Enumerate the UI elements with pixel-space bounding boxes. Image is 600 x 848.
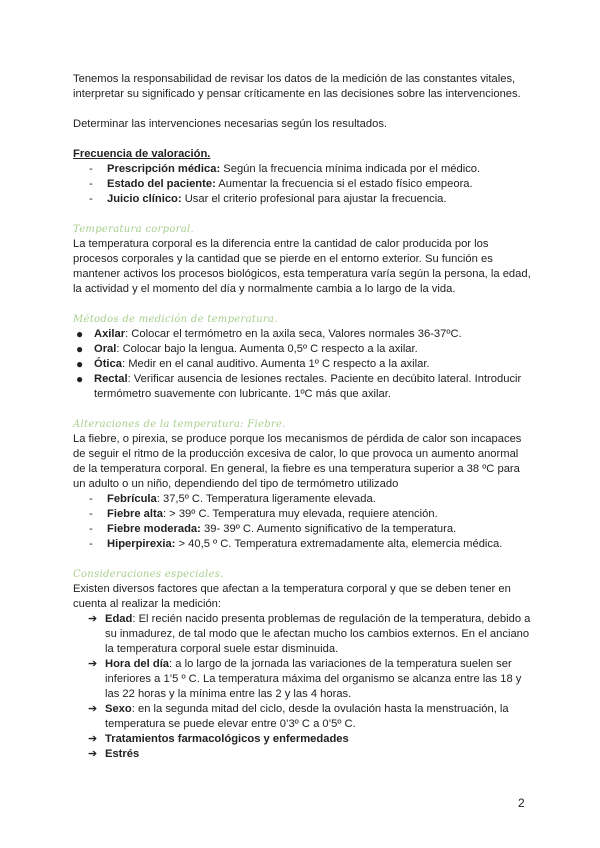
item-term: Febrícula: [107, 493, 157, 505]
page-number: 2: [518, 796, 525, 810]
list-item: [73, 327, 533, 342]
document-page: [73, 72, 533, 762]
item-text: Usar el criterio profesional para ajustar la frecuencia.: [181, 193, 447, 205]
frecuencia-list: [73, 162, 533, 207]
list-item: [73, 732, 533, 747]
item-text: : 37,5º C. Temperatura ligeramente elevada.: [156, 493, 376, 505]
dash-marker: -: [89, 163, 93, 175]
consideraciones-heading: Consideraciones especiales.: [73, 569, 224, 580]
arrow-icon: ➔: [88, 703, 98, 715]
bullet-marker: ●: [76, 327, 84, 341]
bullet-marker: ●: [76, 342, 84, 356]
arrow-icon: ➔: [88, 733, 98, 745]
item-text: : Verificar ausencia de lesiones rectales. Paciente en decúbito lateral. Introducir termómetro suavemente con lubricante. 1ºC más que axilar.: [94, 373, 522, 400]
intro-instruction: Determinar las intervenciones necesarias según los resultados.: [73, 118, 388, 130]
list-item: [73, 657, 533, 702]
item-term: Tratamientos farmacológicos y enfermedades: [105, 733, 349, 745]
item-term: Oral: [94, 343, 117, 355]
bullet-marker: ●: [76, 372, 84, 386]
item-text: 39- 39º C. Aumento significativo de la temperatura.: [200, 523, 457, 535]
alteraciones-paragraph: La fiebre, o pirexia, se produce porque los mecanismos de pérdida de calor son incapaces de seguir el ritmo de la producción excesiva de calor, lo que provoca un aumento anormal de la temperatura corporal. En general, la fiebre es una temperatura superior a 38 ºC para un adulto o un niño, dependiendo del tipo de termómetro utilizado: [73, 433, 522, 490]
frecuencia-heading: Frecuencia de valoración.: [73, 148, 211, 160]
list-item: [73, 537, 533, 552]
metodos-list: [73, 327, 533, 402]
arrow-icon: ➔: [88, 613, 98, 625]
item-text: Según la frecuencia mínima indicada por el médico.: [220, 163, 481, 175]
arrow-icon: ➔: [88, 748, 98, 760]
intro-paragraph: Tenemos la responsabilidad de revisar los datos de la medición de las constantes vitales, interpretar su significado y pensar críticamente en las decisiones sobre las intervenciones.: [73, 73, 521, 100]
consideraciones-paragraph: Existen diversos factores que afectan a la temperatura corporal y que se deben tener en cuenta al realizar la medición:: [73, 583, 511, 610]
item-text: : en la segunda mitad del ciclo, desde la ovulación hasta la menstruación, la temperatura se puede elevar entre 0’3º C a 0’5º C.: [105, 703, 509, 730]
temperatura-paragraph: La temperatura corporal es la diferencia entre la cantidad de calor producida por los procesos corporales y la cantidad que se pierde en el entorno exterior. Su función es mantener activos los procesos biológicos, esta temperatura varía según la persona, la edad, la actividad y el momento del día y normalmente cambia a lo largo de la vida.: [73, 238, 531, 295]
item-term: Ótica: [94, 358, 122, 370]
item-text: : > 39º C. Temperatura muy elevada, requiere atención.: [162, 508, 438, 520]
list-item: [73, 612, 533, 657]
list-item: [73, 357, 533, 372]
dash-marker: -: [89, 178, 93, 190]
arrow-icon: ➔: [88, 658, 98, 670]
item-term: Estado del paciente:: [107, 178, 216, 190]
item-term: Juicio clínico:: [107, 193, 182, 205]
list-item: [73, 507, 533, 522]
alteraciones-list: [73, 492, 533, 552]
item-term: Hiperpirexia:: [107, 538, 176, 550]
list-item: [73, 702, 533, 732]
temperatura-heading: Temperatura corporal.: [73, 224, 194, 235]
list-item: [73, 372, 533, 402]
item-text: : Medir en el canal auditivo. Aumenta 1º C respecto a la axilar.: [121, 358, 430, 370]
dash-marker: -: [89, 523, 93, 535]
item-term: Prescripción médica:: [107, 163, 221, 175]
list-item: [73, 747, 533, 762]
list-item: [73, 177, 533, 192]
list-item: [73, 492, 533, 507]
item-term: Fiebre alta: [107, 508, 163, 520]
item-text: : El recién nacido presenta problemas de regulación de la temperatura, debido a su inmadurez, de tal modo que le afectan mucho los cambios externos. En el anciano la temperatura corporal suele estar disminuida.: [105, 613, 531, 655]
list-item: [73, 342, 533, 357]
item-term: Fiebre moderada:: [107, 523, 201, 535]
item-text: : a lo largo de la jornada las variaciones de la temperatura suelen ser inferiores a 1’5 º C. La temperatura máxima del organismo se alcanza entre las 18 y las 22 horas y la mínima entre las 2 y las 4 horas.: [105, 658, 522, 700]
item-term: Estrés: [105, 748, 140, 760]
alteraciones-heading: Alteraciones de la temperatura: Fiebre.: [73, 419, 286, 430]
item-text: Aumentar la frecuencia si el estado físico empeora.: [215, 178, 473, 190]
dash-marker: -: [89, 493, 93, 505]
list-item: [73, 522, 533, 537]
dash-marker: -: [89, 538, 93, 550]
list-item: [73, 162, 533, 177]
item-term: Axilar: [94, 328, 126, 340]
item-term: Rectal: [94, 373, 128, 385]
item-term: Edad: [105, 613, 133, 625]
metodos-heading: Métodos de medición de temperatura.: [73, 314, 278, 325]
bullet-marker: ●: [76, 357, 84, 371]
consideraciones-list: [73, 612, 533, 762]
list-item: [73, 192, 533, 207]
item-text: : Colocar bajo la lengua. Aumenta 0,5º C respecto a la axilar.: [116, 343, 418, 355]
item-text: : Colocar el termómetro en la axila seca, Valores normales 36-37ºC.: [125, 328, 462, 340]
dash-marker: -: [89, 508, 93, 520]
dash-marker: -: [89, 193, 93, 205]
item-term: Hora del día: [105, 658, 170, 670]
item-text: > 40,5 º C. Temperatura extremadamente alta, elemercia médica.: [175, 538, 503, 550]
item-term: Sexo: [105, 703, 132, 715]
